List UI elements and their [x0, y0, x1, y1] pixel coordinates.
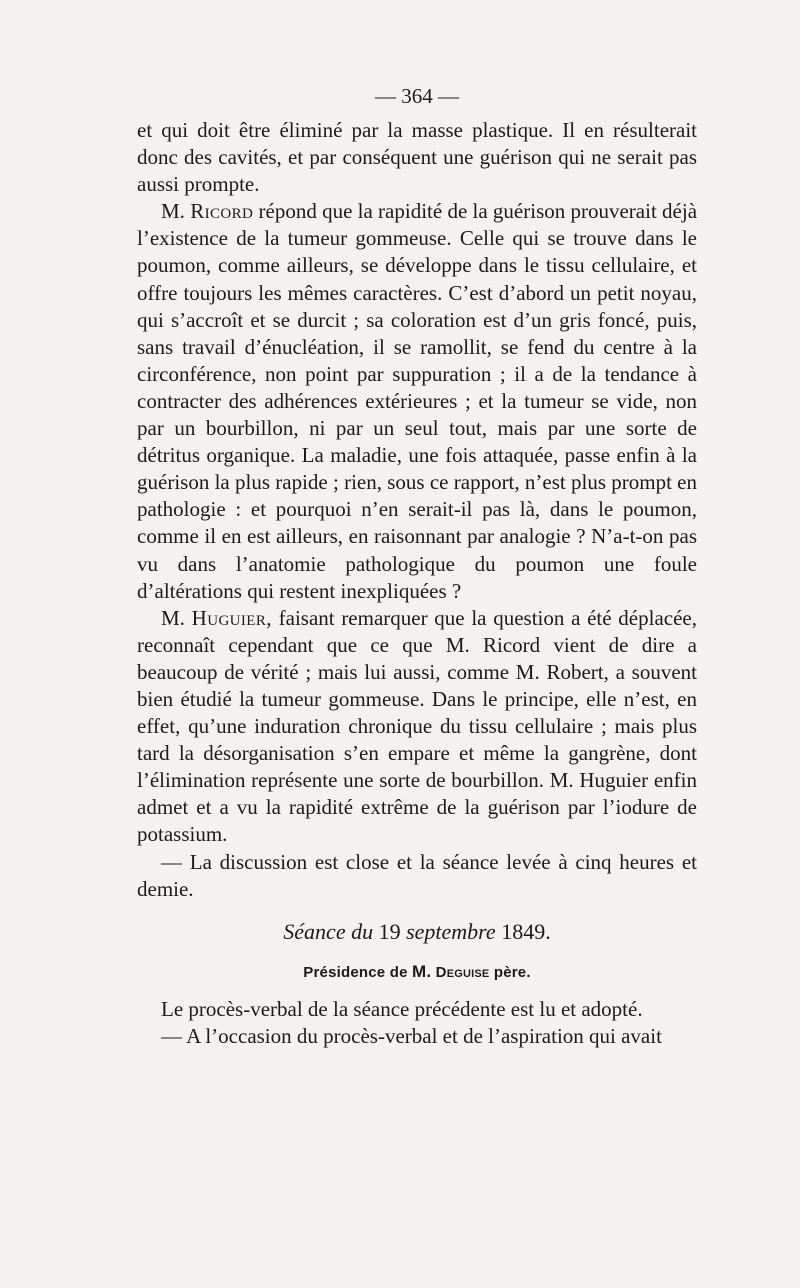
session-year: 1849. — [501, 918, 551, 944]
session-heading — [137, 917, 697, 947]
document-page — [137, 83, 697, 1050]
paragraph-text: — A l’occasion du procès-verbal et de l’aspiration qui avait — [161, 1023, 662, 1048]
presidency-prefix: Présidence de — [303, 963, 412, 981]
paragraph-text: Le procès-verbal de la séance précédente est lu et adopté. — [161, 996, 643, 1021]
presidency-title: M. — [411, 961, 432, 981]
session-month: septembre — [400, 918, 502, 944]
paragraph-huguier — [137, 605, 697, 849]
session-day: 19 — [378, 918, 401, 944]
paragraph-minutes — [137, 996, 697, 1023]
paragraph-text: et qui doit être éliminé par la masse plastique. Il en résulterait donc des cavités, et par conséquent une guérison qui ne serait pas aussi prompte. — [137, 118, 697, 197]
presidency-suffix: père. — [489, 963, 531, 981]
speaker-name: Huguier, — [191, 605, 272, 630]
paragraph-continuation — [137, 117, 697, 198]
paragraph-text: faisant remarquer que la question a été déplacée, reconnaît cependant que ce que M. Ricord vient de dire a beaucoup de vérité ; mais lui aussi, comme M. Robert, a souvent bien étudié la tumeur gommeuse. Dans le principe, elle n’est, en effet, qu’une induration chronique du tissu cellulaire ; mais plus tard la désorganisation s’en empare et même la gangrène, dont l’élimination représente une sorte de bourbillon. M. Huguier enfin admet et a vu la rapidité extrême de la guérison par l’iodure de potassium. — [137, 605, 697, 847]
page-number: — 364 — — [375, 84, 459, 108]
paragraph-text: — La discussion est close et la séance levée à cinq heures et demie. — [137, 849, 697, 901]
paragraph-closing — [137, 849, 697, 903]
speaker-name: Ricord — [190, 199, 254, 224]
paragraph-aspiration — [137, 1023, 697, 1050]
paragraph-ricord — [137, 198, 697, 604]
session-prefix: Séance du — [283, 918, 379, 944]
speaker-prefix: M. — [161, 605, 192, 630]
speaker-prefix: M. — [161, 199, 191, 224]
presidency-heading — [137, 959, 697, 986]
paragraph-text: répond que la rapidité de la guérison prouverait déjà l’existence de la tumeur gommeuse. Celle qui se trouve dans le poumon, comme ailleurs, se développe dans le tissu cellulaire, et offre toujours les mêmes caractères. C’est d’abord un petit noyau, qui s’accroît et se durcit ; sa coloration est d’un gris foncé, puis, sans travail d’énucléation, il se ramollit, se fend du centre à la circonférence, non point par suppuration ; il a de la tendance à contracter des adhérences extérieures ; et la tumeur se vide, non par un bourbillon, ni par un seul tout, mais par une sorte de détritus organique. La maladie, une fois attaquée, passe enfin à la guérison la plus rapide ; rien, sous ce rapport, n’est plus prompt en pathologie : et pourquoi n’en serait-il pas là, dans le poumon, comme il en est ailleurs, en raisonnant par analogie ? N’a-t-on pas vu dans l’anatomie pathologique du poumon une foule d’altérations qui restent inexpliquées ? — [137, 199, 698, 603]
presidency-name: Deguise — [435, 963, 490, 981]
